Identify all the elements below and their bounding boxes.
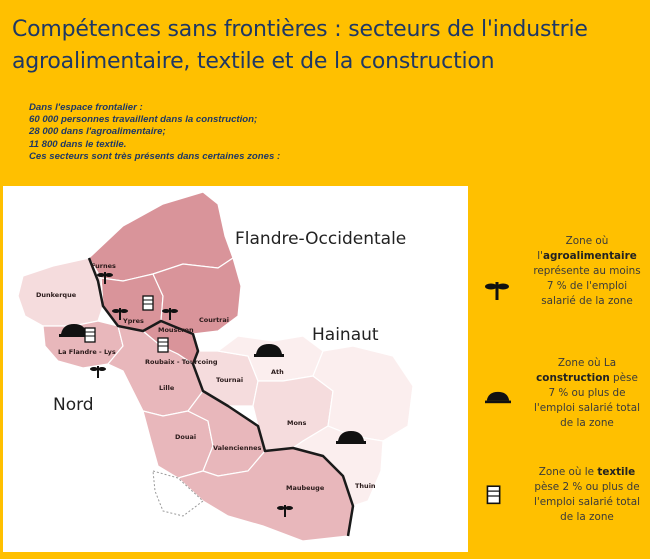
legend-text-construction: Zone où La construction pèse 7 % ou plus de l'emploi salarié total de la zone bbox=[534, 357, 640, 429]
legend-item-agro bbox=[480, 234, 650, 334]
town-label: Valenciennes bbox=[213, 444, 262, 452]
map-zone-douai bbox=[143, 411, 213, 478]
town-label: Roubaix - Tourcoing bbox=[145, 358, 218, 366]
hard-hat-icon bbox=[485, 388, 511, 408]
intro-line: Ces secteurs sont très présents dans certaines zones : bbox=[29, 150, 281, 162]
spool-icon bbox=[143, 296, 153, 310]
legend-item-textile bbox=[480, 465, 650, 545]
title-line-1: Compétences sans frontières : secteurs de l'industrie bbox=[12, 17, 588, 42]
legend-text-textile: Zone où le textile pèse 2 % ou plus de l'emploi salarié total de la zone bbox=[534, 466, 640, 523]
page-title bbox=[12, 14, 632, 78]
title-line-2: agroalimentaire, textile et de la construction bbox=[12, 49, 495, 74]
town-label: Mouscron bbox=[158, 326, 194, 334]
town-label: La Flandre - Lys bbox=[58, 348, 116, 356]
town-label: Dunkerque bbox=[36, 291, 77, 299]
town-label: Furnes bbox=[91, 262, 116, 270]
spool-icon bbox=[158, 338, 168, 352]
intro-text bbox=[29, 102, 429, 163]
town-label: Thuin bbox=[355, 482, 376, 490]
town-label: Maubeuge bbox=[286, 484, 325, 492]
region-label-hainaut: Hainaut bbox=[312, 325, 379, 345]
town-label: Tournai bbox=[216, 376, 244, 384]
spool-icon bbox=[85, 328, 95, 342]
plant-icon bbox=[90, 366, 106, 378]
town-label: Courtrai bbox=[199, 316, 229, 324]
intro-line: 60 000 personnes travaillent dans la construction; bbox=[29, 114, 258, 126]
plant-icon bbox=[485, 276, 509, 300]
town-label: Ath bbox=[271, 368, 284, 376]
town-label: Mons bbox=[287, 419, 307, 427]
town-label: Ypres bbox=[123, 317, 144, 325]
region-label-nord: Nord bbox=[53, 395, 94, 415]
legend-item-construction bbox=[480, 356, 650, 436]
intro-line: 28 000 dans l'agroalimentaire; bbox=[29, 126, 166, 138]
legend-text-agro: Zone où l'agroalimentaire représente au moins 7 % de l'emploi salarié de la zone bbox=[533, 235, 641, 307]
town-label: Lille bbox=[159, 384, 175, 392]
intro-line: Dans l'espace frontalier : bbox=[29, 102, 143, 113]
region-label-flandre: Flandre-Occidentale bbox=[235, 229, 407, 249]
spool-icon bbox=[485, 483, 507, 509]
intro-line: 11 800 dans le textile. bbox=[29, 138, 127, 150]
map-panel bbox=[3, 186, 468, 552]
town-label: Douai bbox=[175, 433, 197, 441]
